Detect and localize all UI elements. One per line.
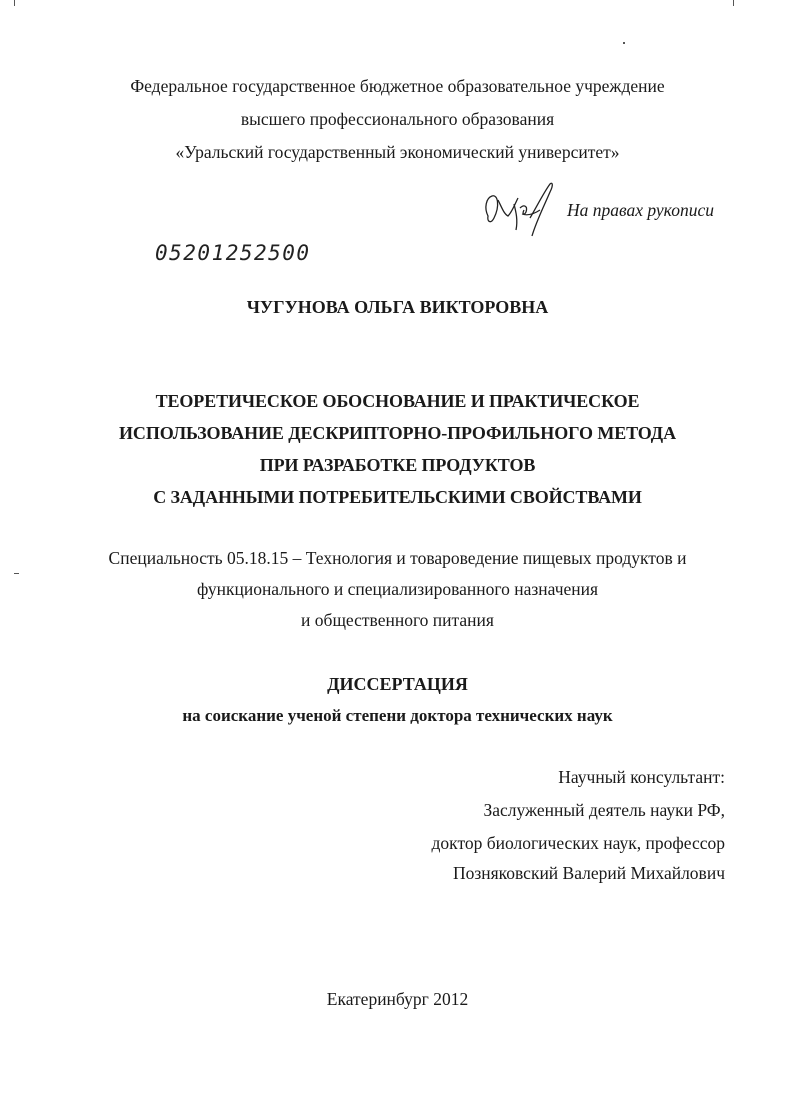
title-line-4: С ЗАДАННЫМИ ПОТРЕБИТЕЛЬСКИМИ СВОЙСТВАМИ [153,487,642,507]
registration-number: 05201252500 [155,241,311,265]
specialty-line-2: функционального и специализированного назначения [196,579,599,599]
consultant-title: Заслуженный деятель науки РФ, [483,800,725,820]
scan-mark-top-right [733,0,734,6]
consultant-degree: доктор биологических наук, профессор [431,833,725,853]
consultant-name: Позняковский Валерий Михайлович [452,863,725,883]
manuscript-rights-note: На правах рукописи [567,200,714,220]
specialty-line-1: Специальность 05.18.15 – Технология и товароведение пищевых продуктов и [108,548,687,568]
institution-line-2: высшего профессионального образования [240,109,555,129]
handwritten-signature [478,178,560,240]
title-line-1: ТЕОРЕТИЧЕСКОЕ ОБОСНОВАНИЕ И ПРАКТИЧЕСКОЕ [155,391,640,411]
place-year: Екатеринбург 2012 [326,989,469,1009]
degree-line: на соискание ученой степени доктора технических наук [182,706,613,725]
specialty-line-3: и общественного питания [301,610,494,630]
author-name: ЧУГУНОВА ОЛЬГА ВИКТОРОВНА [246,297,549,317]
institution-line-3: «Уральский государственный экономический университет» [175,142,620,162]
scan-mark-top-left [14,0,15,6]
consultant-label: Научный консультант: [558,767,725,787]
title-line-3: ПРИ РАЗРАБОТКЕ ПРОДУКТОВ [259,455,536,475]
scan-speck [623,42,625,44]
document-type: ДИССЕРТАЦИЯ [327,674,468,694]
scan-speck-left [14,573,19,574]
institution-line-1: Федеральное государственное бюджетное образовательное учреждение [130,76,665,96]
title-line-2: ИСПОЛЬЗОВАНИЕ ДЕСКРИПТОРНО-ПРОФИЛЬНОГО МЕТОДА [119,423,676,443]
